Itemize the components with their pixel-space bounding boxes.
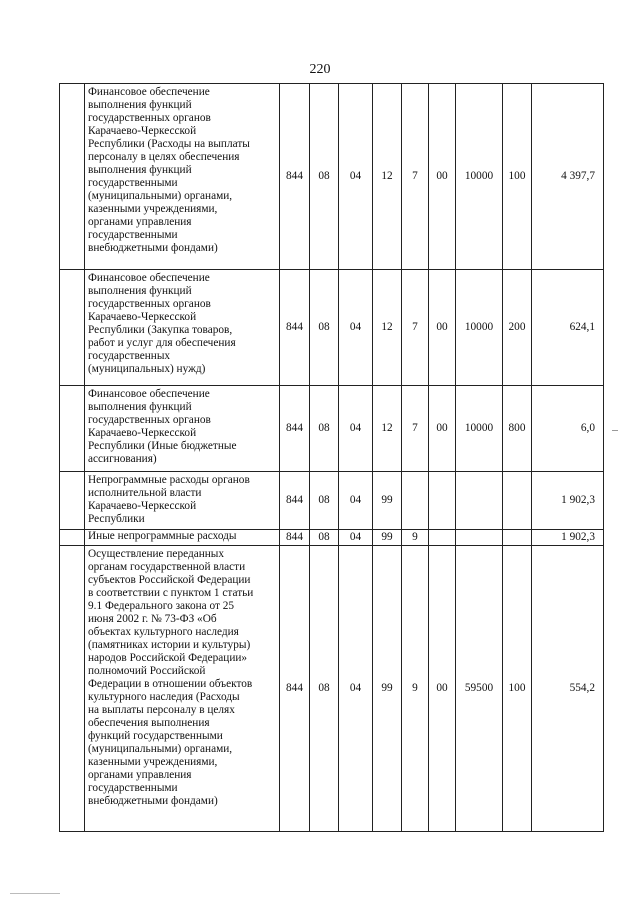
program-code-cell: 99 [373, 530, 402, 546]
table-row [60, 472, 604, 530]
table-row [60, 386, 604, 472]
expense-name-cell: Иные непрограммные расходы [85, 530, 280, 546]
amount-cell: 1 902,3 [532, 530, 604, 546]
subsection-code-cell: 04 [339, 472, 373, 530]
expense-type-cell: 200 [503, 270, 532, 386]
amount-cell: 1 902,3 [532, 472, 604, 530]
ministry-code-cell: 844 [280, 270, 310, 386]
expense-type-cell: 100 [503, 546, 532, 832]
section-code-cell: 08 [310, 472, 339, 530]
table-row [60, 530, 604, 546]
ministry-code-cell: 844 [280, 546, 310, 832]
expense-name-cell: Непрограммные расходы органов исполнительной власти Карачаево-Черкесской Республики [85, 472, 280, 530]
main-event-code-cell: 00 [429, 386, 456, 472]
main-event-code-cell: 00 [429, 546, 456, 832]
amount-cell: 554,2 [532, 546, 604, 832]
row-number-cell [60, 530, 85, 546]
expense-name-cell: Финансовое обеспечение выполнения функций государственных органов Карачаево-Черкесской Республики (Закупка товаров, работ и услуг для обеспечения государственных (муниципальных) нужд) [85, 270, 280, 386]
amount-cell: 4 397,7 [532, 84, 604, 270]
row-number-cell [60, 546, 85, 832]
row-number-cell [60, 472, 85, 530]
subprogram-code-cell: 9 [402, 530, 429, 546]
scan-mark [612, 430, 618, 431]
scan-mark [10, 893, 60, 894]
expense-name-cell: Финансовое обеспечение выполнения функций государственных органов Карачаево-Черкесской Республики (Расходы на выплаты персоналу в целях обеспечения выполнения функций государственными (муниципальными) органами, казенными учреждениями, органами управления государственными внебюджетными фондами) [85, 84, 280, 270]
table-row [60, 84, 604, 270]
budget-table [59, 83, 604, 832]
subsection-code-cell: 04 [339, 530, 373, 546]
main-event-code-cell: 00 [429, 84, 456, 270]
ministry-code-cell: 844 [280, 386, 310, 472]
main-event-code-cell: 00 [429, 270, 456, 386]
ministry-code-cell: 844 [280, 530, 310, 546]
expense-name-cell: Финансовое обеспечение выполнения функций государственных органов Карачаево-Черкесской Республики (Иные бюджетные ассигнования) [85, 386, 280, 472]
subprogram-code-cell [402, 472, 429, 530]
subsection-code-cell: 04 [339, 270, 373, 386]
amount-cell: 624,1 [532, 270, 604, 386]
table-row [60, 270, 604, 386]
ministry-code-cell: 844 [280, 84, 310, 270]
program-code-cell: 99 [373, 546, 402, 832]
main-event-code-cell [429, 530, 456, 546]
subprogram-code-cell: 9 [402, 546, 429, 832]
direction-code-cell: 10000 [456, 84, 503, 270]
expense-type-cell [503, 530, 532, 546]
subsection-code-cell: 04 [339, 386, 373, 472]
program-code-cell: 12 [373, 84, 402, 270]
section-code-cell: 08 [310, 84, 339, 270]
row-number-cell [60, 270, 85, 386]
expense-type-cell: 800 [503, 386, 532, 472]
section-code-cell: 08 [310, 530, 339, 546]
subprogram-code-cell: 7 [402, 84, 429, 270]
direction-code-cell [456, 530, 503, 546]
direction-code-cell: 10000 [456, 270, 503, 386]
expense-name-cell: Осуществление переданных органам государственной власти субъектов Российской Федерации в соответствии с пунктом 1 статьи 9.1 Федерального закона от 25 июня 2002 г. № 73-ФЗ «Об объектах культурного наследия (памятниках истории и культуры) народов Российской Федерации» полномочий Российской Федерации в отношении объектов культурного наследия (Расходы на выплаты персоналу в целях обеспечения выполнения функций государственными (муниципальными) органами, казенными учреждениями, органами управления государственными внебюджетными фондами) [85, 546, 280, 832]
page-number: 220 [309, 62, 331, 77]
expense-type-cell: 100 [503, 84, 532, 270]
row-number-cell [60, 84, 85, 270]
amount-cell: 6,0 [532, 386, 604, 472]
expense-type-cell [503, 472, 532, 530]
direction-code-cell: 10000 [456, 386, 503, 472]
section-code-cell: 08 [310, 270, 339, 386]
direction-code-cell [456, 472, 503, 530]
row-number-cell [60, 386, 85, 472]
section-code-cell: 08 [310, 386, 339, 472]
program-code-cell: 12 [373, 386, 402, 472]
program-code-cell: 99 [373, 472, 402, 530]
subprogram-code-cell: 7 [402, 386, 429, 472]
section-code-cell: 08 [310, 546, 339, 832]
main-event-code-cell [429, 472, 456, 530]
subsection-code-cell: 04 [339, 84, 373, 270]
direction-code-cell: 59500 [456, 546, 503, 832]
subsection-code-cell: 04 [339, 546, 373, 832]
program-code-cell: 12 [373, 270, 402, 386]
ministry-code-cell: 844 [280, 472, 310, 530]
subprogram-code-cell: 7 [402, 270, 429, 386]
table-row [60, 546, 604, 832]
